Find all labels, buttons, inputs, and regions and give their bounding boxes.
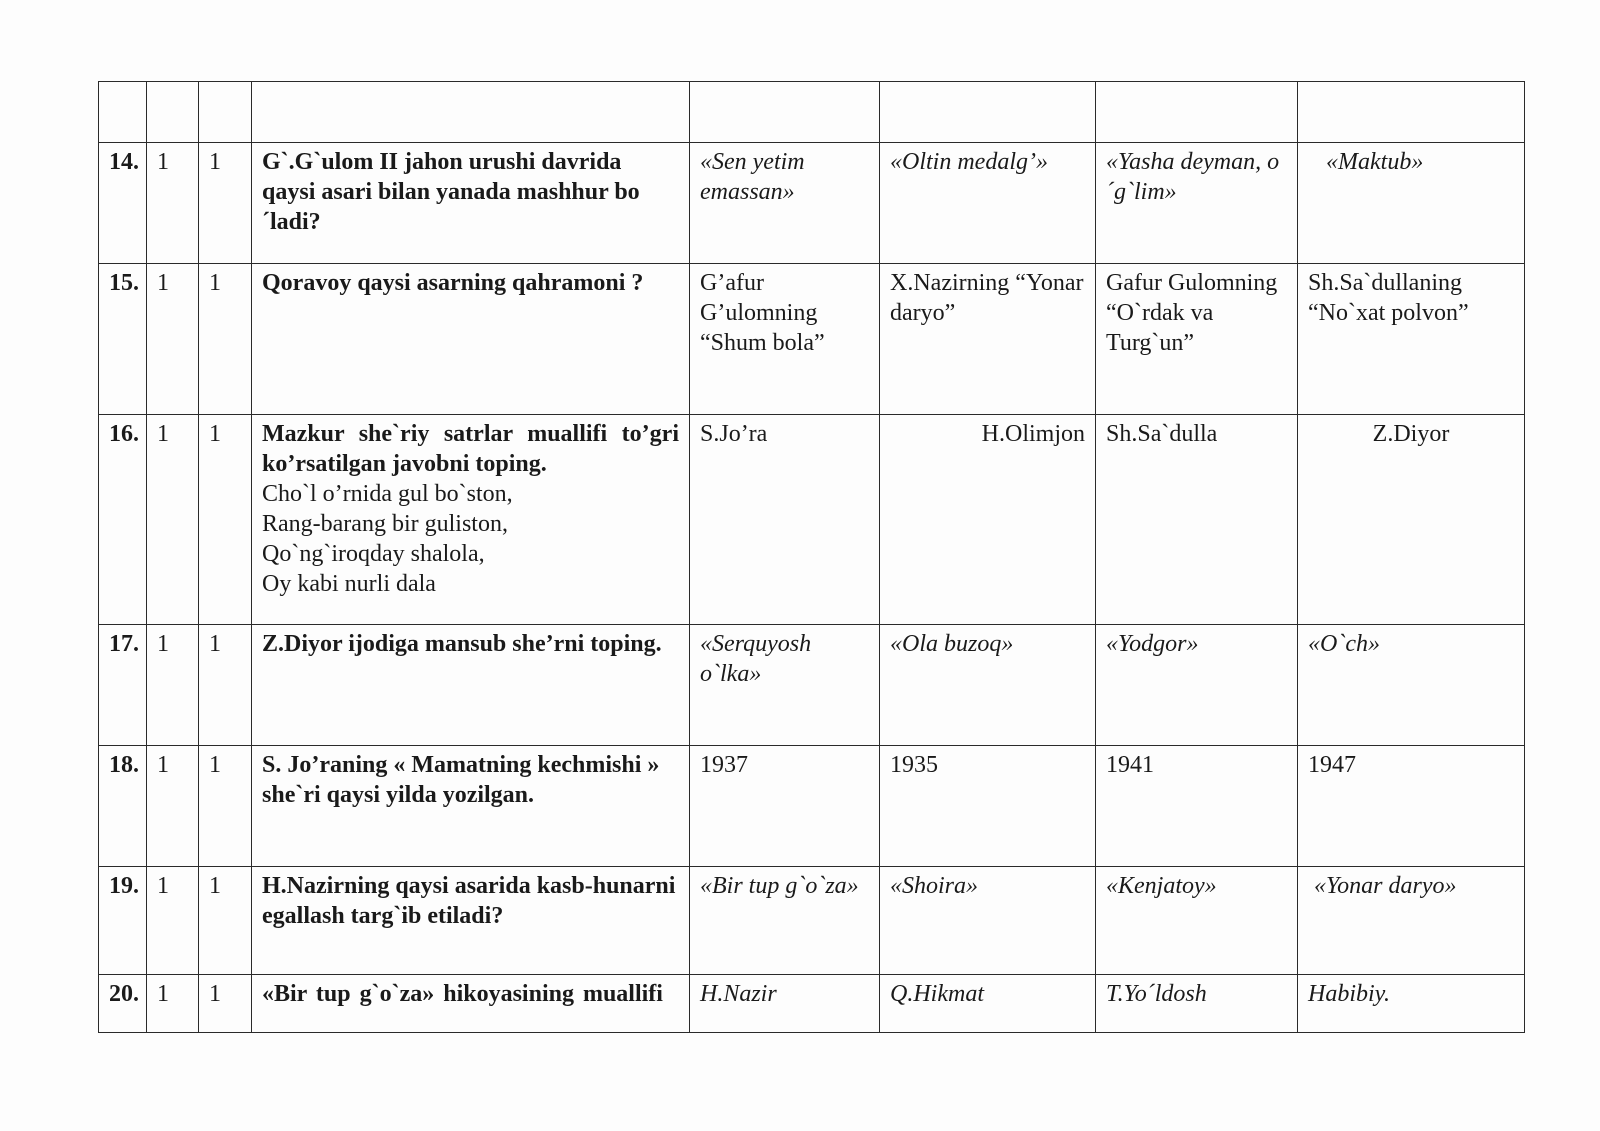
option-c: 1941 (1096, 746, 1298, 867)
option-d: «Maktub» (1298, 143, 1525, 264)
option-a: «Serquyosh o`lka» (690, 625, 880, 746)
question-number: 18. (99, 746, 147, 867)
score-a: 1 (147, 264, 199, 415)
option-c: «Kenjatoy» (1096, 867, 1298, 975)
empty-cell (880, 82, 1096, 143)
table-row (99, 143, 1525, 264)
option-c: «Yasha deyman, o´g`lim» (1096, 143, 1298, 264)
option-d: Sh.Sa`dullaning “No`xat polvon” (1298, 264, 1525, 415)
score-a: 1 (147, 867, 199, 975)
score-b: 1 (199, 975, 252, 1033)
empty-cell (1096, 82, 1298, 143)
option-b: «Ola buzoq» (880, 625, 1096, 746)
option-a: G’afur G’ulomning “Shum bola” (690, 264, 880, 415)
question-cell (252, 415, 690, 625)
question-text: H.Nazirning qaysi asarida kasb-hunarni egallash targ`ib etiladi? (252, 867, 690, 975)
option-d: «Yonar daryo» (1298, 867, 1525, 975)
empty-cell (199, 82, 252, 143)
question-text: «Bir tup g`o`za» hikoyasining muallifi (252, 975, 690, 1033)
score-a: 1 (147, 625, 199, 746)
question-text: Qoravoy qaysi asarning qahramoni ? (252, 264, 690, 415)
option-a: «Sen yetim emassan» (690, 143, 880, 264)
question-number: 15. (99, 264, 147, 415)
question-number: 14. (99, 143, 147, 264)
score-b: 1 (199, 415, 252, 625)
poem-line: Rang-barang bir guliston, (262, 511, 508, 537)
option-b: «Oltin medalg’» (880, 143, 1096, 264)
question-number: 20. (99, 975, 147, 1033)
table-row (99, 867, 1525, 975)
option-c: T.Yo´ldosh (1096, 975, 1298, 1033)
option-c: Sh.Sa`dulla (1096, 415, 1298, 625)
table-row (99, 975, 1525, 1033)
option-a: 1937 (690, 746, 880, 867)
question-number: 17. (99, 625, 147, 746)
score-b: 1 (199, 625, 252, 746)
question-text: Mazkur she`riy satrlar muallifi to’gri ko’rsatilgan javobni toping. (262, 421, 679, 477)
option-d: «O`ch» (1298, 625, 1525, 746)
table-row (99, 415, 1525, 625)
score-b: 1 (199, 143, 252, 264)
option-b: Q.Hikmat (880, 975, 1096, 1033)
empty-cell (99, 82, 147, 143)
poem-line: Qo`ng`iroqday shalola, (262, 541, 485, 567)
quiz-table (98, 81, 1525, 1033)
score-b: 1 (199, 867, 252, 975)
poem-line: Oy kabi nurli dala (262, 571, 436, 597)
empty-cell (252, 82, 690, 143)
option-b: «Shoira» (880, 867, 1096, 975)
score-a: 1 (147, 143, 199, 264)
table-row (99, 746, 1525, 867)
empty-cell (690, 82, 880, 143)
question-text: S. Jo’raning « Mamatning kechmishi » she`ri qaysi yilda yozilgan. (252, 746, 690, 867)
table-row (99, 625, 1525, 746)
empty-cell (147, 82, 199, 143)
option-a: «Bir tup g`o`za» (690, 867, 880, 975)
option-d: 1947 (1298, 746, 1525, 867)
empty-cell (1298, 82, 1525, 143)
table-row (99, 264, 1525, 415)
score-a: 1 (147, 746, 199, 867)
question-text: G`.G`ulom II jahon urushi davrida qaysi asari bilan yanada mashhur bo ´ladi? (252, 143, 690, 264)
option-a: H.Nazir (690, 975, 880, 1033)
option-d: Habibiy. (1298, 975, 1525, 1033)
score-a: 1 (147, 975, 199, 1033)
score-a: 1 (147, 415, 199, 625)
score-b: 1 (199, 746, 252, 867)
option-b: H.Olimjon (880, 415, 1096, 625)
option-c: «Yodgor» (1096, 625, 1298, 746)
option-b: 1935 (880, 746, 1096, 867)
poem-line: Cho`l o’rnida gul bo`ston, (262, 481, 513, 507)
option-d: Z.Diyor (1298, 415, 1525, 625)
option-c: Gafur Gulomning “O`rdak va Turg`un” (1096, 264, 1298, 415)
question-number: 19. (99, 867, 147, 975)
question-text: Z.Diyor ijodiga mansub she’rni toping. (252, 625, 690, 746)
option-b: X.Nazirning “Yonar daryo” (880, 264, 1096, 415)
score-b: 1 (199, 264, 252, 415)
question-number: 16. (99, 415, 147, 625)
option-a: S.Jo’ra (690, 415, 880, 625)
table-row-empty (99, 82, 1525, 143)
